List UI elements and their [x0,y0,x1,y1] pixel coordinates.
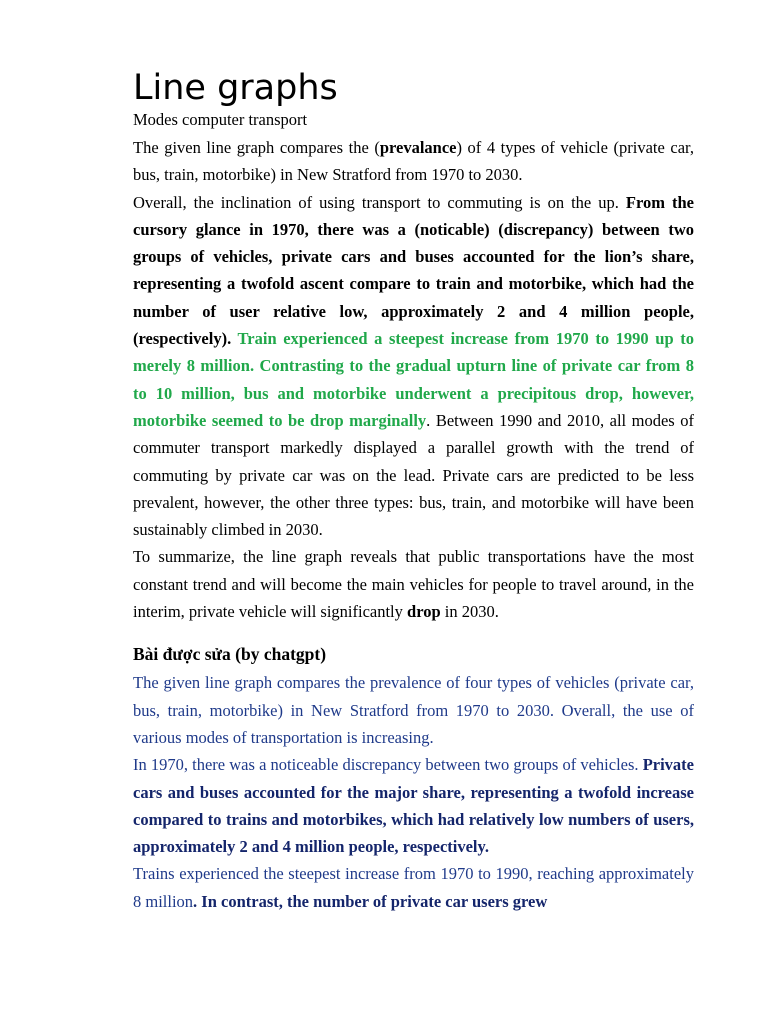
text-run: Trains experienced the steepest increase from 1970 to 1990, reaching approximately 8 million [133,864,694,911]
bold-run: . In contrast, the number of private car users grew [193,891,548,911]
text-run: in 2030. [440,602,499,622]
paragraph-intro [133,134,694,189]
text-run: In 1970, there was a noticeable discrepancy between two groups of vehicles. [133,755,643,775]
corrected-paragraph-trains [133,860,694,915]
bold-run: drop [407,602,441,622]
bold-run: Private cars and buses accounted for the major share, representing a twofold increase compared to trains and motorbikes, which had relatively low numbers of users, approximately 2 and 4 million people, respectively. [133,755,694,857]
document-page [133,66,694,915]
bold-run: From the cursory glance in 1970, there was a (noticable) (discrepancy) between two groups of vehicles, private cars and buses accounted for the lion’s share, representing a twofold ascent compare to train and motorbike, which had the number of user relative low, approximately 2 and 4 million people, (respectively). [133,192,695,349]
bold-run: prevalance [379,138,457,157]
page-subtitle: Modes computer transport [133,110,308,129]
paragraph-overview [133,189,694,544]
corrected-paragraph-intro: The given line graph compares the prevalence of four types of vehicles (private car, bus, train, motorbike) in New Stratford from 1970 to 2030. Overall, the use of various modes of transportation is increasing. [133,673,694,747]
text-run: The given line graph compares the ( [133,138,380,157]
page-title: Line graphs [133,68,338,108]
text-run: ) of 4 types of vehicle (private car, bus, train, motorbike) in New Stratford from 1970 to 2030. [133,138,694,185]
corrected-paragraph-1970 [133,751,694,860]
paragraph-summary [133,543,694,625]
section-heading: Bài được sửa (by chatgpt) [133,644,327,665]
text-run: . Between 1990 and 2010, all modes of commuter transport markedly displayed a parallel growth with the trend of commuting by private car was on the lead. Private cars are predicted to be less prevalent, however, the other three types: bus, train, and motorbike will have been sustainably climbed in 2030. [133,410,694,540]
green-highlight-run: Train experienced a steepest increase from 1970 to 1990 up to merely 8 million. Contrasting to the gradual upturn line of private car from 8 to 10 million, bus and motorbike underwent a precipitous drop, however, motorbike seemed to be drop marginally [133,329,694,430]
text-run: To summarize, the line graph reveals that public transportations have the most constant trend and will become the main vehicles for people to travel around, in the interim, private vehicle will significantly [133,547,694,622]
text-run: Overall, the inclination of using transport to commuting is on the up. [133,192,626,212]
